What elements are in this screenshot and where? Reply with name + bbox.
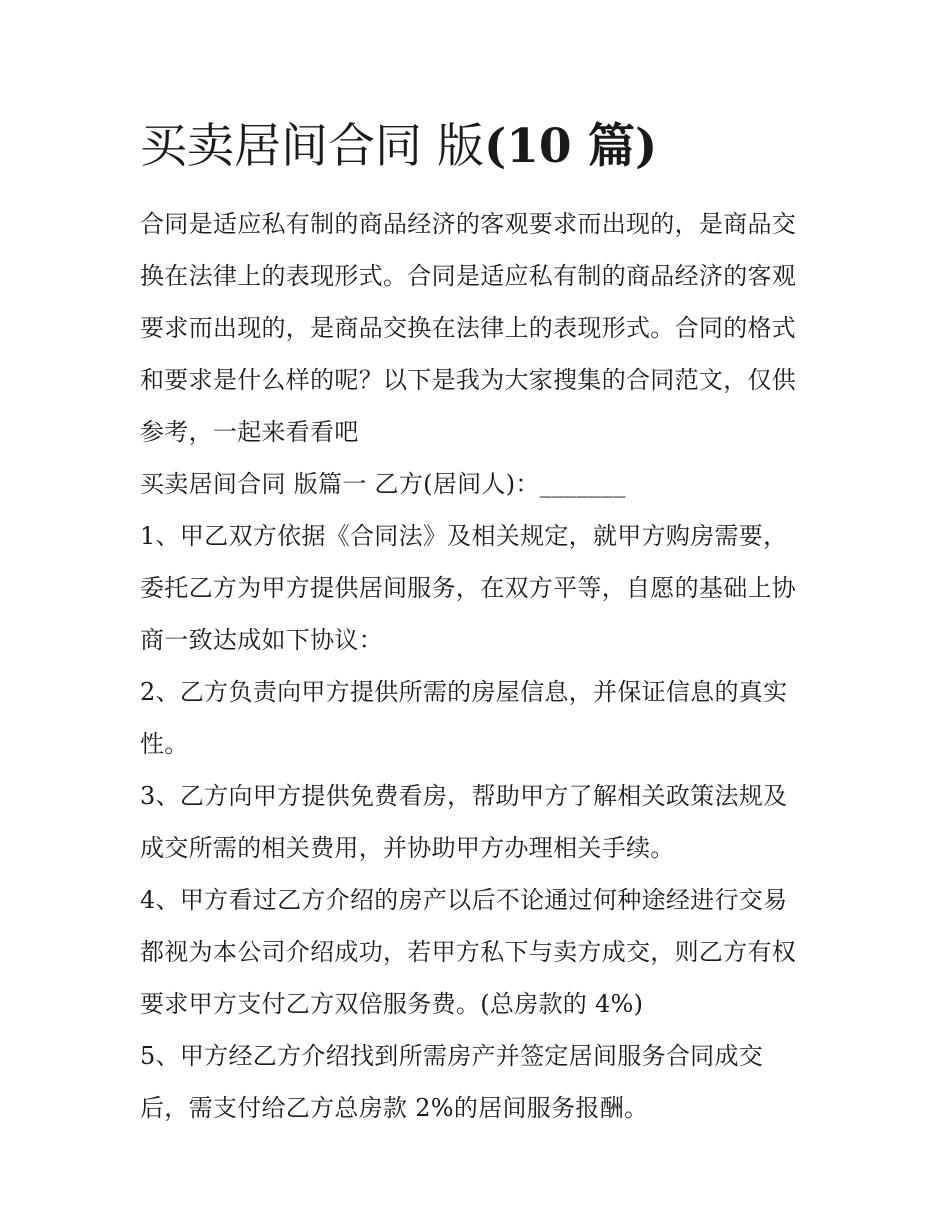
clause-line: 委托乙方为甲方提供居间服务，在双方平等，自愿的基础上协 <box>140 574 797 602</box>
clause-3 <box>140 770 820 874</box>
clause-line: 都视为本公司介绍成功，若甲方私下与卖方成交，则乙方有权 <box>140 938 797 966</box>
intro-line: 合同是适应私有制的商品经济的客观要求而出现的，是商品交 <box>140 210 797 238</box>
clause-line: 2、乙方负责向甲方提供所需的房屋信息，并保证信息的真实 <box>140 678 788 706</box>
intro-line: 换在法律上的表现形式。合同是适应私有制的商品经济的客观 <box>140 262 797 290</box>
document-title <box>140 112 820 182</box>
document-body <box>140 198 820 1134</box>
clause-2 <box>140 666 820 770</box>
intro-paragraph <box>140 198 820 458</box>
clause-line: 5、甲方经乙方介绍找到所需房产并签定居间服务合同成交 <box>140 1042 764 1070</box>
document-title-main: 买卖居间合同 版 <box>140 119 484 174</box>
clause-line: 3、乙方向甲方提供免费看房，帮助甲方了解相关政策法规及 <box>140 782 788 810</box>
clause-line: 1、甲乙双方依据《合同法》及相关规定，就甲方购房需要， <box>140 522 788 550</box>
clause-line: 4、甲方看过乙方介绍的房产以后不论通过何种途经进行交易 <box>140 886 788 914</box>
intro-line: 要求而出现的，是商品交换在法律上的表现形式。合同的格式 <box>140 314 797 342</box>
clause-4 <box>140 874 820 1030</box>
clause-line: 性。 <box>140 730 189 758</box>
intro-line: 参考，一起来看看吧 <box>140 418 359 446</box>
clause-line: 成交所需的相关费用，并协助甲方办理相关手续。 <box>140 834 675 862</box>
document-page <box>140 112 820 1134</box>
clause-line: 商一致达成如下协议： <box>140 626 383 654</box>
clause-1 <box>140 510 820 666</box>
intro-line: 和要求是什么样的呢？以下是我为大家搜集的合同范文，仅供 <box>140 366 797 394</box>
clause-line: 要求甲方支付乙方双倍服务费。(总房款的 4%) <box>140 990 644 1018</box>
section-heading <box>140 458 820 510</box>
document-title-suffix: (10 篇) <box>483 119 658 174</box>
section-heading-text: 买卖居间合同 版篇一 乙方(居间人)：_______ <box>140 470 626 498</box>
clause-5 <box>140 1030 820 1134</box>
clause-line: 后，需支付给乙方总房款 2%的居间服务报酬。 <box>140 1094 649 1122</box>
